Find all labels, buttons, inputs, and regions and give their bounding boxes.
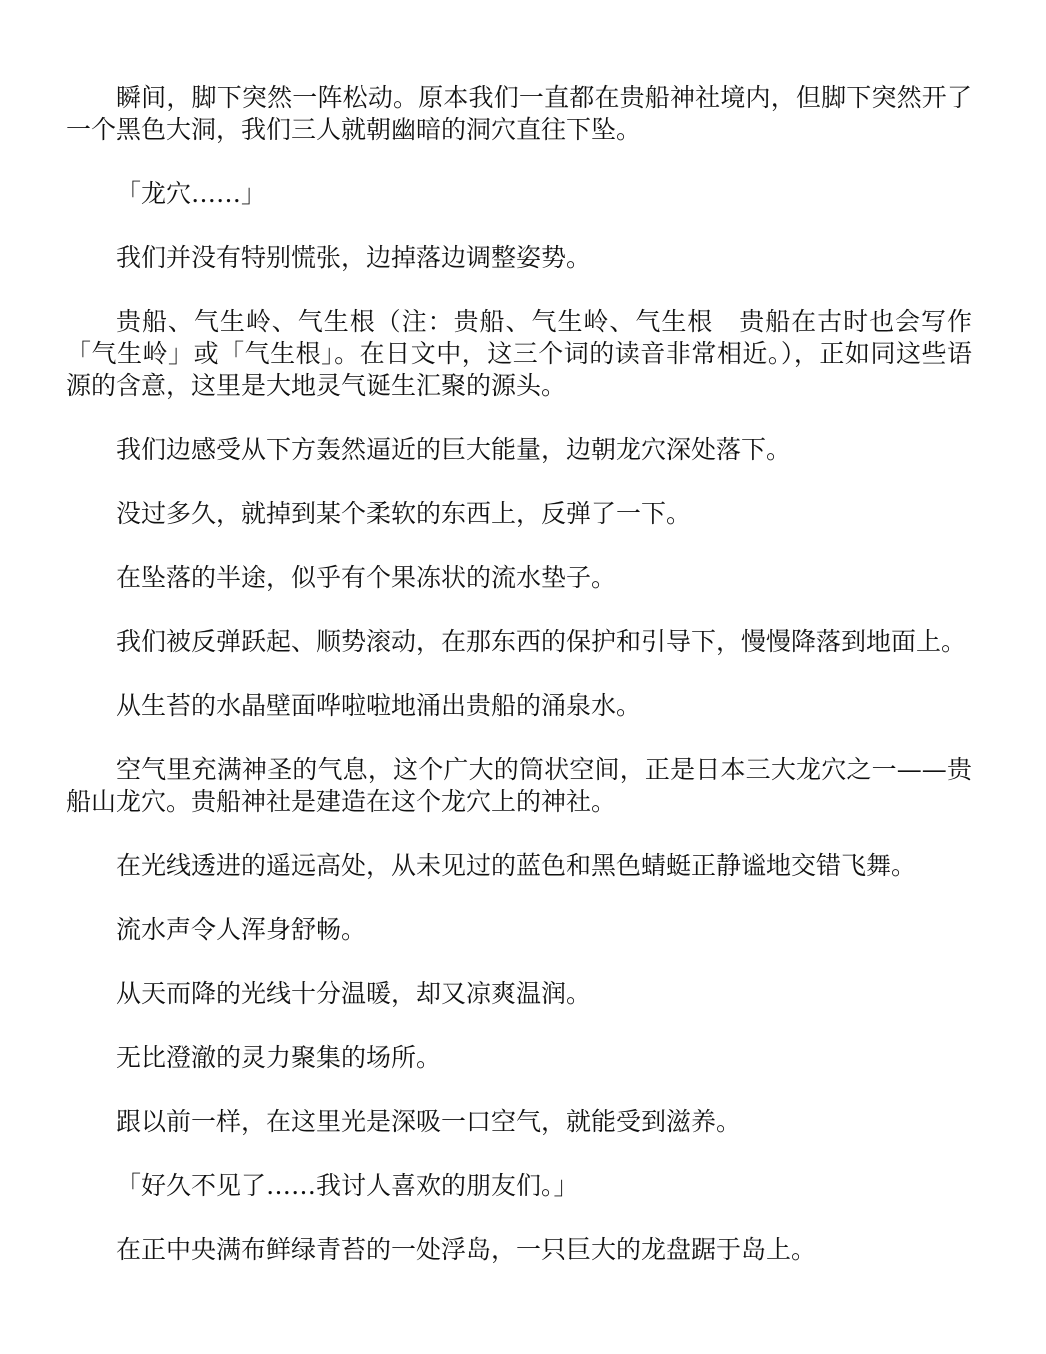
paragraph-1: 瞬间，脚下突然一阵松动。原本我们一直都在贵船神社境内，但脚下突然开了一个黑色大洞，我们三人就朝幽暗的洞穴直往下坠。 — [66, 83, 972, 144]
paragraph-2: 「龙穴……」 — [116, 179, 267, 208]
document-page — [66, 82, 972, 1298]
paragraph-17: 在正中央满布鲜绿青苔的一处浮岛，一只巨大的龙盘踞于岛上。 — [116, 1235, 817, 1264]
paragraph-11: 在光线透进的遥远高处，从未见过的蓝色和黑色蜻蜓正静谧地交错飞舞。 — [116, 851, 917, 880]
paragraph-13: 从天而降的光线十分温暖，却又凉爽温润。 — [116, 979, 592, 1008]
paragraph-6: 没过多久，就掉到某个柔软的东西上，反弹了一下。 — [116, 499, 692, 528]
paragraph-7: 在坠落的半途，似乎有个果冻状的流水垫子。 — [116, 563, 617, 592]
paragraph-12: 流水声令人浑身舒畅。 — [116, 915, 367, 944]
paragraph-9: 从生苔的水晶壁面哗啦啦地涌出贵船的涌泉水。 — [116, 691, 642, 720]
paragraph-14: 无比澄澈的灵力聚集的场所。 — [116, 1043, 442, 1072]
paragraph-8: 我们被反弹跃起、顺势滚动，在那东西的保护和引导下，慢慢降落到地面上。 — [116, 627, 967, 656]
paragraph-10: 空气里充满神圣的气息，这个广大的筒状空间，正是日本三大龙穴之一——贵船山龙穴。贵船神社是建造在这个龙穴上的神社。 — [66, 755, 972, 816]
paragraph-5: 我们边感受从下方轰然逼近的巨大能量，边朝龙穴深处落下。 — [116, 435, 792, 464]
paragraph-15: 跟以前一样，在这里光是深吸一口空气，就能受到滋养。 — [116, 1107, 742, 1136]
paragraph-3: 我们并没有特别慌张，边掉落边调整姿势。 — [116, 243, 592, 272]
paragraph-16: 「好久不见了……我讨人喜欢的朋友们。」 — [116, 1171, 579, 1200]
paragraph-4: 贵船、气生岭、气生根（注：贵船、气生岭、气生根 贵船在古时也会写作「气生岭」或「气生根」。在日文中，这三个词的读音非常相近。），正如同这些语源的含意，这里是大地灵气诞生汇聚的源头。 — [66, 307, 972, 400]
